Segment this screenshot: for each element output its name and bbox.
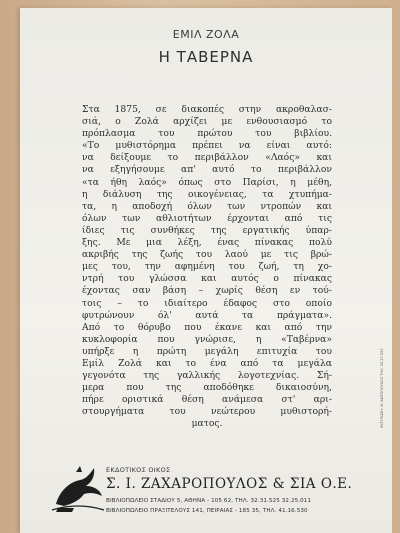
blurb-line: πήρε οριστικά θέση ανάμεσα στ' αρι- — [82, 394, 332, 406]
blurb-line: να δείξουμε το περιβάλλον «Λαός» και — [82, 152, 332, 164]
blurb-line: πρόπλασμα του πρώτου του βιβλίου. — [82, 128, 332, 140]
publisher-label: ΕΚΔΟΤΙΚΟΣ ΟΙΚΟΣ — [106, 466, 171, 474]
blurb-line: ίδιες τις συνθήκες της εργατικής ύπαρ- — [82, 224, 332, 236]
blurb-line: Στα 1875, σε διακοπές στην ακροθαλασ- — [82, 104, 332, 115]
publisher-logo-icon — [50, 460, 106, 516]
blurb-line: τοις – το ιδιαίτερο έδαφος στο οποίο — [82, 297, 332, 309]
book-back-cover — [20, 8, 392, 533]
blurb-line: ματος. — [191, 418, 223, 430]
blurb-line: υπήρξε η πρώτη μεγάλη επιτυχία του — [82, 345, 332, 357]
blurb-line: κυκλοφορία που γνώρισε, η «Ταβέρνα» — [82, 333, 332, 345]
blurb-line: ακριβής της ζωής του λαού με τις βρώ- — [82, 249, 332, 261]
blurb-line: μερα που της αποδόθηκε δικαιοσύνη, — [82, 382, 332, 394]
publisher-address-athens: ΒΙΒΛΙΟΠΩΛΕΙΟ ΣΤΑΔΙΟΥ 5, ΑΘΗΝΑ - 105 62, ΤΗΛ. 32.31.525 32.25.011 — [106, 498, 312, 504]
blurb-text — [82, 104, 332, 431]
blurb-line: Από το θόρυβο που έκανε και από την — [82, 321, 332, 333]
blurb-line: έχοντας σαν βάση – χωρίς θέση εν τού- — [82, 285, 332, 297]
blurb-line: φυτρώνουν όλ' αυτά τα πράγματα». — [82, 309, 332, 321]
author-name: ΕΜΙΛ ΖΟΛΑ — [172, 28, 240, 41]
blurb-line: όλων των αθλιοτήτων έρχονται από τις — [82, 212, 332, 224]
blurb-line: Εμίλ Ζολά και το ένα από τα μεγάλα — [82, 357, 332, 369]
blurb-line: γεγονότα της γαλλικής λογοτεχνίας. Σή- — [82, 370, 332, 382]
blurb-line: ντρή του γλώσσα και αυτός ο πίνακας — [82, 273, 332, 285]
blurb-line: σιά, ο Ζολά αρχίζει με ενθουσιασμό το — [82, 116, 332, 128]
blurb-line: η διάλυση της οικογένειας, τα χτυπήμα- — [82, 188, 332, 200]
printer-imprint: ΕΚΤΥΠΩΣΗ: Ν. ΦΩΤΟΠΟΥΛΟΣ ΤΗΛ. 32.27.552 — [380, 348, 384, 428]
blurb-line: ξης. Με μια λέξη, ένας πίνακας πολύ — [82, 237, 332, 249]
blurb-line: μες του, την αφημένη του ζωή, τη χο- — [82, 261, 332, 273]
blurb-line: τα, η αποδοχή όλων των ντροπών και — [82, 200, 332, 212]
publisher-address-piraeus: ΒΙΒΛΙΟΠΩΛΕΙΟ ΠΡΑΞΙΤΕΛΟΥΣ 141, ΠΕΙΡΑΙΑΣ - 185 35, ΤΗΛ. 41.16.530 — [106, 508, 308, 514]
publisher-name: Σ. Ι. ΖΑΧΑΡΟΠΟΥΛΟΣ & ΣΙΑ Ο.Ε. — [106, 476, 353, 492]
blurb-line: να εξηγήσουμε απ' αυτό το περιβάλλον — [82, 164, 332, 176]
blurb-line: «Το μυθιστόρημα πρέπει να είναι αυτό: — [82, 140, 332, 152]
blurb-line: «τα ήθη λαός» όπως στο Παρίσι, η μέθη, — [82, 176, 332, 188]
book-title: Η ΤΑΒΕΡΝΑ — [158, 48, 254, 66]
blurb-line: στουργήματα του νεώτερου μυθιστορή- — [82, 406, 332, 418]
